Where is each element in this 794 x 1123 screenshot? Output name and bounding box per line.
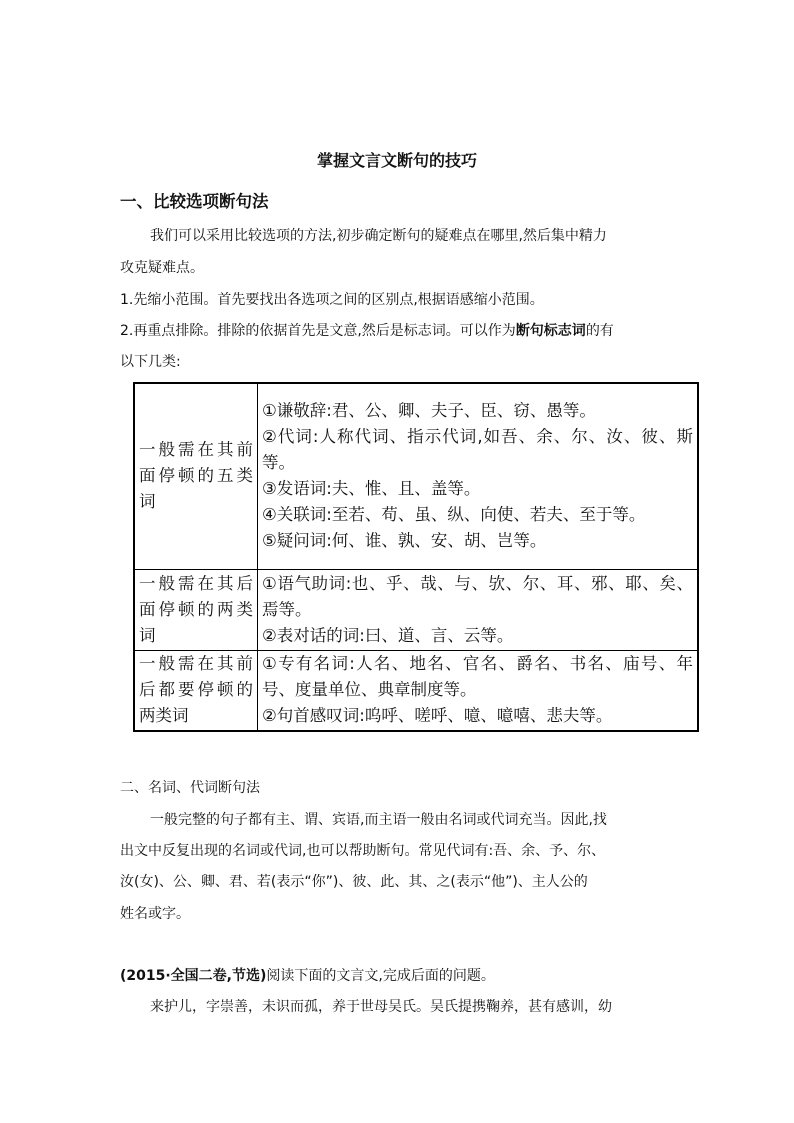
example-header bbox=[120, 968, 495, 984]
table-list-cell bbox=[258, 383, 699, 569]
section2-line2: 出文中反复出现的名词或代词,也可以帮助断句。常见代词有:吾、余、予、尔、 bbox=[120, 843, 606, 859]
section1-point2-line2: 以下几类: bbox=[120, 354, 181, 370]
list-item: ②代词:人称代词、指示代词,如吾、余、尔、汝、彼、斯等。 bbox=[262, 427, 693, 473]
list-item: ③发语词:夫、惟、且、盖等。 bbox=[262, 479, 481, 499]
point2-text-b: 的有 bbox=[585, 323, 614, 339]
table-list-cell bbox=[258, 650, 699, 731]
section1-heading: 一、比较选项断句法 bbox=[120, 192, 269, 211]
example-source: (2015·全国二卷,节选) bbox=[120, 968, 267, 984]
example-text-line1: 来护儿，字崇善，未识而孤，养于世母吴氏。吴氏提携鞠养，甚有感训，幼 bbox=[150, 999, 612, 1015]
table-row bbox=[134, 650, 698, 731]
list-item: ④关联词:至若、苟、虽、纵、向使、若夫、至于等。 bbox=[262, 505, 646, 525]
list-item: ②表对话的词:曰、道、言、云等。 bbox=[262, 625, 514, 645]
section2-line3: 汝(女)、公、卿、君、若(表示“你”)、彼、此、其、之(表示“他”)、主人公的 bbox=[120, 874, 588, 890]
section1-point1: 1.先缩小范围。首先要找出各选项之间的区别点,根据语感缩小范围。 bbox=[120, 292, 544, 308]
section1-intro-line2: 攻克疑难点。 bbox=[120, 260, 204, 276]
section2-line1: 一般完整的句子都有主、谓、宾语,而主语一般由名词或代词充当。因此,找 bbox=[150, 812, 607, 828]
section2-heading: 二、名词、代词断句法 bbox=[120, 780, 260, 796]
example-instruction: 阅读下面的文言文,完成后面的问题。 bbox=[266, 968, 495, 984]
table-category-cell: 一般需在其前面停顿的五类词 bbox=[134, 383, 258, 569]
table-category-cell: 一般需在其后面停顿的两类词 bbox=[134, 569, 258, 650]
table-list-cell bbox=[258, 569, 699, 650]
section1-intro-line1: 我们可以采用比较选项的方法,初步确定断句的疑难点在哪里,然后集中精力 bbox=[150, 228, 607, 244]
list-item: ②句首感叹词:呜呼、嗟呼、噫、噫嘻、悲夫等。 bbox=[262, 706, 613, 726]
point2-text-a: 2.再重点排除。排除的依据首先是文意,然后是标志词。可以作为 bbox=[120, 323, 516, 339]
point2-bold-term: 断句标志词 bbox=[515, 323, 586, 339]
table-row bbox=[134, 569, 698, 650]
list-item: ①专有名词:人名、地名、官名、爵名、书名、庙号、年号、度量单位、典章制度等。 bbox=[262, 654, 693, 700]
list-item: ⑤疑问词:何、谁、孰、安、胡、岂等。 bbox=[262, 531, 547, 551]
page-title: 掌握文言文断句的技巧 bbox=[316, 151, 477, 170]
section1-point2 bbox=[120, 323, 614, 339]
marker-words-table bbox=[133, 382, 699, 732]
section2-line4: 姓名或字。 bbox=[120, 906, 190, 922]
list-item: ①谦敬辞:君、公、卿、夫子、臣、窃、愚等。 bbox=[262, 401, 596, 421]
table-row bbox=[134, 383, 698, 569]
list-item: ①语气助词:也、乎、哉、与、欤、尔、耳、邪、耶、矣、焉等。 bbox=[262, 573, 693, 619]
table-category-cell: 一般需在其前后都要停顿的两类词 bbox=[134, 650, 258, 731]
